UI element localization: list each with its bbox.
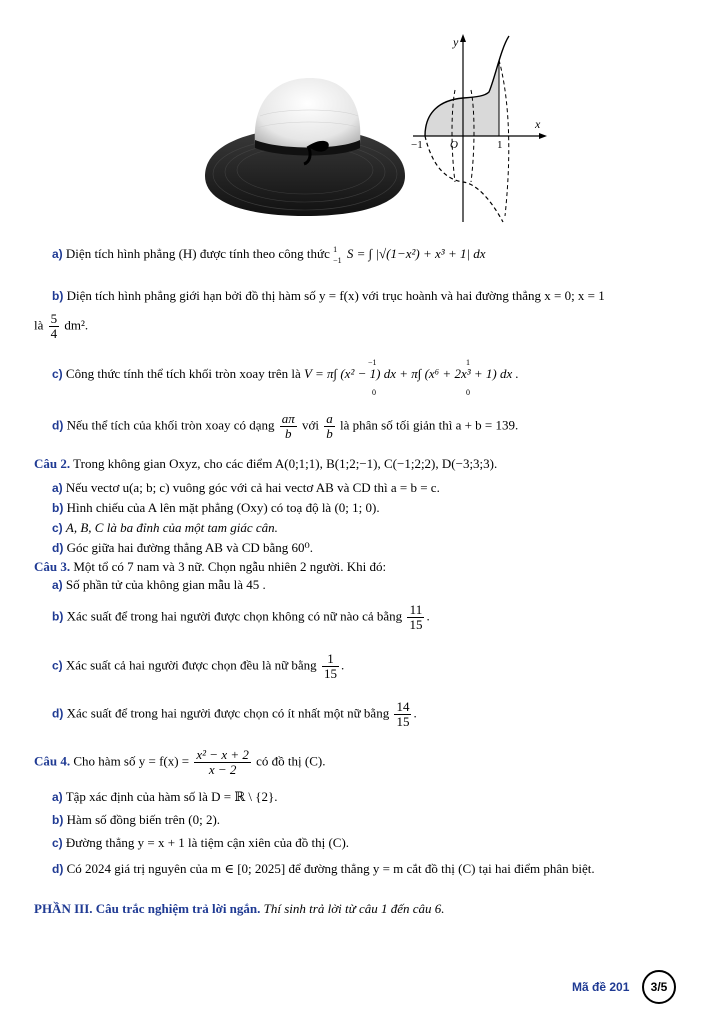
q2-title: Câu 2. xyxy=(34,456,71,471)
graph-x-label: x xyxy=(535,117,541,131)
q4-c-text: Đường thẳng y = x + 1 là tiệm cận xiên của đồ thị (C). xyxy=(65,835,350,850)
q3-header xyxy=(34,559,386,575)
q2-d-label: d) xyxy=(52,541,64,555)
q1-a-label: a) xyxy=(52,246,63,261)
q4-function-fraction xyxy=(194,748,250,777)
q3-item-b: b) Xác suất để trong hai người được chọn không có nữ nào cả bằng $\frac{11}{15}$ . xyxy=(52,602,430,632)
graph-y-label: y xyxy=(453,35,459,49)
q3-c-den: 15 xyxy=(323,666,337,681)
q4-c-label: c) xyxy=(52,836,63,850)
q1-d-label: d) xyxy=(52,418,64,433)
exam-code: Mã đề 201 xyxy=(572,980,630,994)
q3-d-text: Xác suất để trong hai người được chọn có ít nhất một nữ bằng xyxy=(66,705,390,721)
q1-d-text2: với xyxy=(302,417,320,433)
q4-item-c xyxy=(52,835,349,851)
q1-a-lim-top: 1 xyxy=(333,245,338,254)
q2-header xyxy=(34,456,497,472)
q1-c-formula: V = π∫ (x² − 1) dx + π∫ (x⁶ + 2x³ + 1) dx . xyxy=(304,366,519,381)
q3-d-label: d) xyxy=(52,706,64,721)
q4-intro1: Cho hàm số y = f(x) = xyxy=(73,753,190,769)
graph-tick-neg1: −1 xyxy=(411,139,423,151)
q1-d-frac1-num: aπ xyxy=(281,411,295,426)
q4-f-num: x² − x + 2 xyxy=(196,747,249,762)
q3-b-num: 11 xyxy=(407,603,424,618)
q1-c-lim1-bot: 0 xyxy=(372,388,376,397)
q1-b-label: b) xyxy=(52,289,64,303)
q2-intro: Trong không gian Oxyz, cho các điểm A(0;1;1), B(1;2;−1), C(−1;2;2), D(−3;3;3). xyxy=(73,456,498,471)
q1-a-lim-bot: −1 xyxy=(333,256,342,265)
q4-b-text: Hàm số đồng biến trên (0; 2). xyxy=(66,812,221,827)
part3-note: Thí sinh trả lời từ câu 1 đến câu 6. xyxy=(263,901,445,916)
q1-a-text: Diện tích hình phẳng (H) được tính theo công thức xyxy=(65,245,330,261)
q2-item-a xyxy=(52,480,440,496)
graph-origin: O xyxy=(450,139,458,151)
q3-c-num: 1 xyxy=(322,652,339,667)
q4-header xyxy=(34,748,325,777)
q1-b-text2: là xyxy=(34,317,44,333)
q2-d-text: Góc giữa hai đường thẳng AB và CD bằng 60⁰. xyxy=(66,540,314,555)
q3-a-text: Số phần tử của không gian mẫu là 45 . xyxy=(65,577,266,592)
q3-d-den: 15 xyxy=(396,714,410,729)
part3-heading-line xyxy=(34,901,445,917)
q3-item-d: d) Xác suất để trong hai người được chọn có ít nhất một nữ bằng $\frac{14}{15}$ . xyxy=(52,699,417,729)
q1-item-a xyxy=(52,244,486,266)
q1-d-frac2-num: a xyxy=(326,411,333,426)
q3-c-fraction xyxy=(322,652,339,681)
q3-intro: Một tổ có 7 nam và 3 nữ. Chọn ngẫu nhiên 2 người. Khi đó: xyxy=(73,559,387,574)
q2-item-d xyxy=(52,540,313,556)
q3-title: Câu 3. xyxy=(34,559,71,574)
q1-d-text3: là phân số tối giản thì a + b = 139. xyxy=(340,417,519,433)
q1-item-c xyxy=(52,366,519,382)
hat-illustration xyxy=(200,76,410,216)
q1-a-limits xyxy=(333,244,342,266)
q4-d-label: d) xyxy=(52,862,64,876)
part3-heading: PHẦN III. Câu trắc nghiệm trả lời ngắn. xyxy=(34,901,261,916)
q4-intro2: có đồ thị (C). xyxy=(256,753,326,769)
function-graph xyxy=(405,30,555,230)
q1-c-lim2-top: 1 xyxy=(466,358,470,367)
q4-item-b xyxy=(52,812,220,828)
q3-b-fraction xyxy=(407,603,424,632)
q2-c-label: c) xyxy=(52,521,63,535)
q1-d-fraction2 xyxy=(324,412,335,441)
q1-b-unit: dm². xyxy=(64,317,89,333)
q1-item-d xyxy=(52,412,518,441)
q4-b-label: b) xyxy=(52,813,64,827)
q1-c-text: Công thức tính thể tích khối tròn xoay trên là xyxy=(65,366,301,381)
q1-d-text1: Nếu thể tích của khối tròn xoay có dạng xyxy=(66,417,275,433)
q3-d-num: 14 xyxy=(396,699,410,714)
q4-item-a xyxy=(52,789,278,805)
q4-item-d xyxy=(52,861,595,877)
q1-d-fraction1 xyxy=(280,412,297,441)
q1-d-frac2-den: b xyxy=(326,426,333,441)
q2-item-b xyxy=(52,500,380,516)
q2-item-c xyxy=(52,520,278,536)
q3-b-den: 15 xyxy=(409,617,423,632)
q3-b-text: Xác suất để trong hai người được chọn không có nữ nào cả bằng xyxy=(66,608,403,624)
q2-b-text: Hình chiếu của A lên mặt phẳng (Oxy) có toạ độ là (0; 1; 0). xyxy=(66,500,380,515)
graph-tick-1: 1 xyxy=(497,139,503,151)
q1-b-frac-den: 4 xyxy=(50,326,58,341)
q4-a-text: Tập xác định của hàm số là D = ℝ \ {2}. xyxy=(65,789,278,804)
q1-c-lim1-top: −1 xyxy=(368,358,377,367)
q3-d-fraction xyxy=(394,700,411,729)
q1-b-text: Diện tích hình phẳng giới hạn bởi đồ thị hàm số y = f(x) với trục hoành và hai đường thẳng x = 0; x = 1 xyxy=(66,288,605,303)
q3-c-label: c) xyxy=(52,658,63,673)
q2-a-text: Nếu vectơ u(a; b; c) vuông góc với cả hai vectơ AB và CD thì a = b = c. xyxy=(65,480,440,495)
q4-f-den: x − 2 xyxy=(208,762,237,777)
q1-item-b xyxy=(52,288,605,304)
q4-d-text: Có 2024 giá trị nguyên của m ∈ [0; 2025] để đường thẳng y = m cắt đồ thị (C) tại hai điểm phân biệt. xyxy=(66,861,595,876)
q4-a-label: a) xyxy=(52,790,63,804)
q1-b-fraction xyxy=(49,312,60,341)
q1-c-label: c) xyxy=(52,367,63,381)
q4-title: Câu 4. xyxy=(34,753,71,769)
q1-d-frac1-den: b xyxy=(285,426,292,441)
q1-c-lim2-bot: 0 xyxy=(466,388,470,397)
q1-b-frac-num: 5 xyxy=(50,311,58,326)
q2-c-text: A, B, C là ba đỉnh của một tam giác cân. xyxy=(65,520,278,535)
q3-c-text: Xác suất cả hai người được chọn đều là nữ bằng xyxy=(65,657,317,673)
q1-a-formula: S = ∫ |√(1−x²) + x³ + 1| dx xyxy=(346,245,486,261)
q3-item-a xyxy=(52,577,266,593)
q3-b-label: b) xyxy=(52,609,64,624)
q3-item-c: c) Xác suất cả hai người được chọn đều là nữ bằng $\frac{1}{15}$ . xyxy=(52,651,345,681)
page-number-badge: 3/5 xyxy=(642,970,676,1004)
q3-a-label: a) xyxy=(52,578,63,592)
q2-a-label: a) xyxy=(52,481,63,495)
q1-item-b-cont xyxy=(34,312,88,341)
q2-b-label: b) xyxy=(52,501,64,515)
